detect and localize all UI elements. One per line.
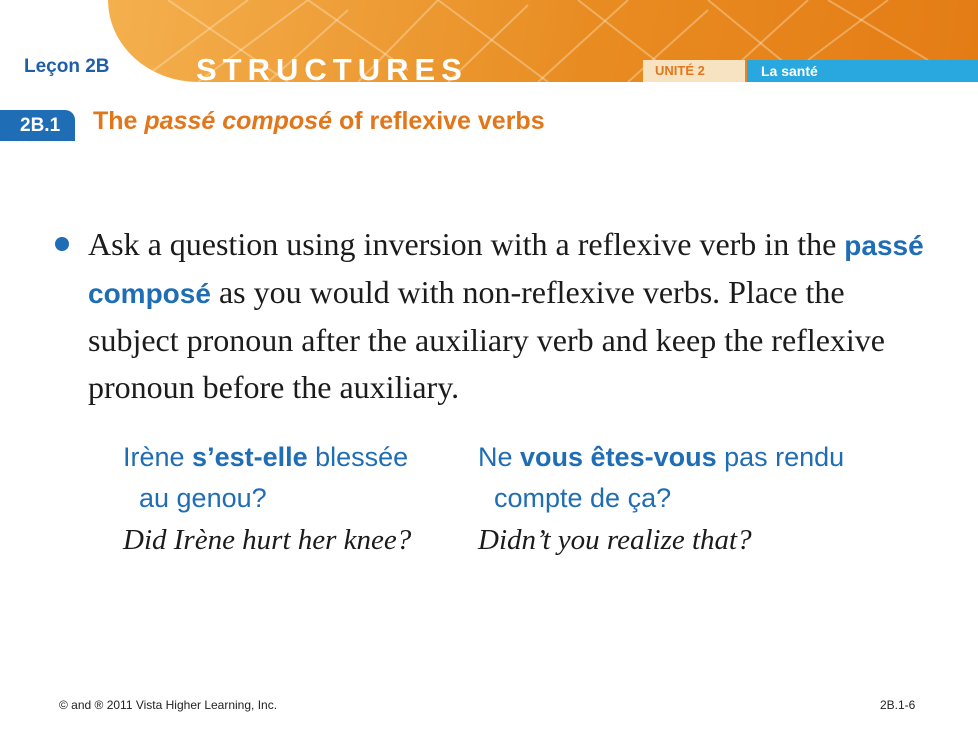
example-1-line-1 [123, 437, 411, 478]
example-1-pre: Irène [123, 442, 193, 472]
example-1-translation: Did Irène hurt her knee? [123, 524, 412, 556]
example-1-line-2: au genou? [139, 483, 267, 513]
slide-number: 2B.1-6 [880, 698, 916, 712]
paragraph-term: passé composé [88, 230, 924, 309]
example-2 [478, 437, 844, 562]
section-title-term: passé composé [144, 107, 332, 135]
copyright-notice: © and ® 2011 Vista Higher Learning, Inc. [59, 698, 278, 712]
example-1-bold: s’est-elle [192, 442, 308, 472]
example-2-post: pas rendu [716, 442, 845, 472]
lesson-label: Leçon 2B [24, 56, 110, 77]
example-2-line-2: compte de ça? [494, 483, 672, 513]
example-2-translation: Didn’t you realize that? [478, 524, 752, 556]
section-title-suffix: of reflexive verbs [332, 107, 545, 135]
example-2-line-1 [478, 437, 844, 478]
example-2-pre: Ne [478, 442, 521, 472]
paragraph-text-1: Ask a question using inversion with a reflexive verb in the [88, 226, 845, 262]
section-title-prefix: The [93, 107, 145, 135]
section-number-badge: 2B.1 [0, 110, 75, 141]
bullet-paragraph [88, 221, 928, 411]
bullet-icon [55, 237, 69, 251]
example-1 [123, 437, 411, 562]
unit-label: UNITÉ 2 [643, 60, 745, 82]
example-1-post: blessée [307, 442, 409, 472]
section-title [93, 107, 545, 136]
paragraph-text-2: as you would with non-reflexive verbs. Place the subject pronoun after the auxiliary verb and keep the reflexive pronoun before the auxiliary. [88, 274, 885, 405]
banner-title: STRUCTURES [196, 52, 468, 87]
unit-topic: La santé [747, 60, 978, 82]
example-2-bold: vous êtes-vous [520, 442, 717, 472]
